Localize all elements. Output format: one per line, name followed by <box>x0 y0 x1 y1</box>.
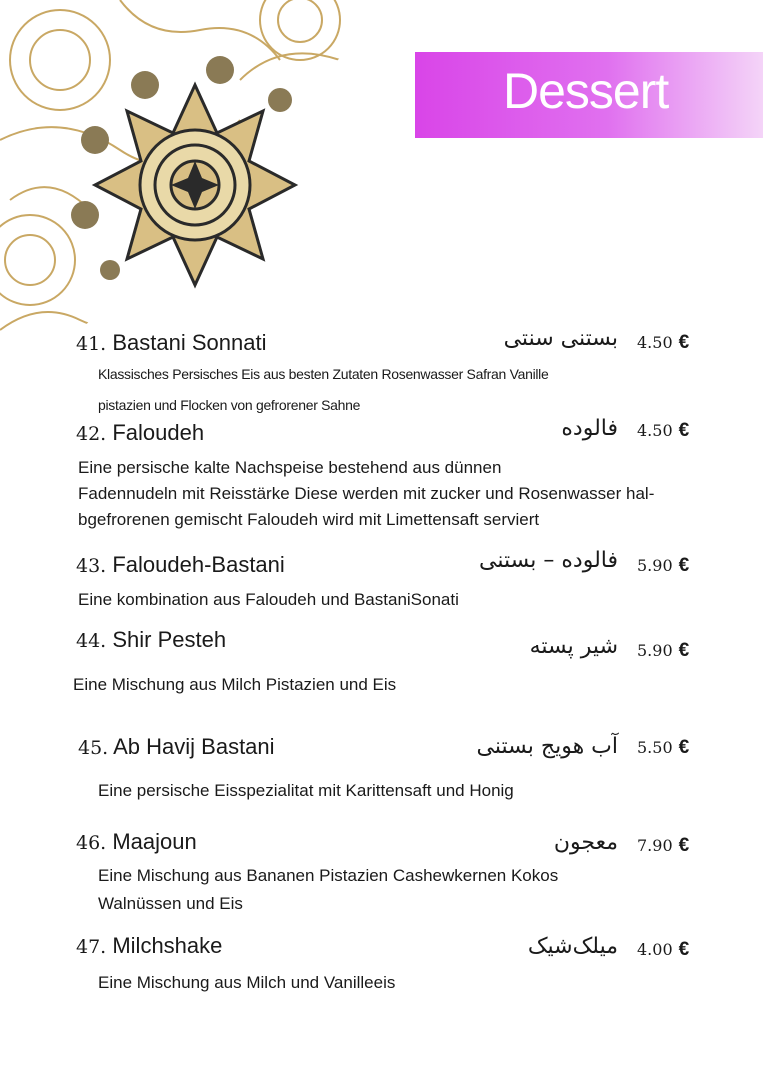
item-description: bgefrorenen gemischt Faloudeh wird mit Limettensaft serviert <box>78 510 540 529</box>
menu-item-title <box>78 734 275 760</box>
item-arabic-name: فالوده <box>561 416 618 441</box>
item-number: 46. <box>76 832 107 854</box>
item-description: Klassisches Persisches Eis aus besten Zutaten Rosenwasser Safran Vanille <box>98 366 549 382</box>
menu-item-title <box>76 330 266 356</box>
euro-symbol: € <box>678 835 690 856</box>
item-name: Shir Pesteh <box>112 627 227 652</box>
item-price: 4.50 € <box>637 332 690 353</box>
euro-symbol: € <box>678 420 690 441</box>
menu-item-title <box>76 627 226 653</box>
menu-item-title <box>76 829 197 855</box>
item-price: 7.90 € <box>637 835 690 856</box>
item-name: Milchshake <box>112 933 223 958</box>
euro-symbol: € <box>678 555 690 576</box>
item-description: Eine Mischung aus Milch Pistazien und Eis <box>73 675 397 694</box>
euro-symbol: € <box>678 640 690 661</box>
page-title: Dessert <box>503 63 669 119</box>
item-name: Bastani Sonnati <box>112 330 267 355</box>
item-number: 42. <box>76 423 107 445</box>
item-number: 41. <box>76 333 107 355</box>
item-description: Eine Mischung aus Milch und Vanilleeis <box>98 973 396 992</box>
item-description: Eine kombination aus Faloudeh und BastaniSonati <box>78 590 459 609</box>
item-price: 4.50 € <box>637 420 690 441</box>
euro-symbol: € <box>678 737 690 758</box>
item-name: Faloudeh-Bastani <box>112 552 285 577</box>
item-description: Walnüssen und Eis <box>98 894 243 913</box>
title-banner <box>415 52 763 138</box>
menu-item-title <box>76 420 204 446</box>
item-number: 45. <box>78 737 109 759</box>
item-description: Eine persische kalte Nachspeise bestehend aus dünnen <box>78 458 502 477</box>
item-number: 44. <box>76 630 107 652</box>
item-number: 43. <box>76 555 107 577</box>
item-number: 47. <box>76 936 107 958</box>
item-arabic-name: معجون <box>553 830 618 855</box>
menu-item-title <box>76 552 285 578</box>
item-arabic-name: بستنی سنتی <box>503 326 618 351</box>
item-name: Maajoun <box>112 829 197 854</box>
item-arabic-name: میلک‌شیک <box>527 934 618 959</box>
item-name: Faloudeh <box>112 420 205 445</box>
menu-item-title <box>76 933 222 959</box>
item-description: pistazien und Flocken von gefrorener Sahne <box>98 397 361 413</box>
item-description: Fadennudeln mit Reisstärke Diese werden mit zucker und Rosenwasser hal- <box>78 484 655 503</box>
item-name: Ab Havij Bastani <box>113 734 275 759</box>
item-description: Eine persische Eisspezialitat mit Karittensaft und Honig <box>98 781 514 800</box>
item-price: 4.00 € <box>637 939 690 960</box>
ornament-decoration <box>0 0 400 420</box>
euro-symbol: € <box>678 939 690 960</box>
item-arabic-name: فالوده – بستنی <box>479 548 618 573</box>
item-price: 5.50 € <box>637 737 690 758</box>
item-arabic-name: آب هویج بستنی <box>476 734 618 759</box>
euro-symbol: € <box>678 332 690 353</box>
item-description: Eine Mischung aus Bananen Pistazien Cashewkernen Kokos <box>98 866 559 885</box>
item-price: 5.90 € <box>637 555 690 576</box>
item-arabic-name: شیر پسته <box>529 634 618 659</box>
item-price: 5.90 € <box>637 640 690 661</box>
